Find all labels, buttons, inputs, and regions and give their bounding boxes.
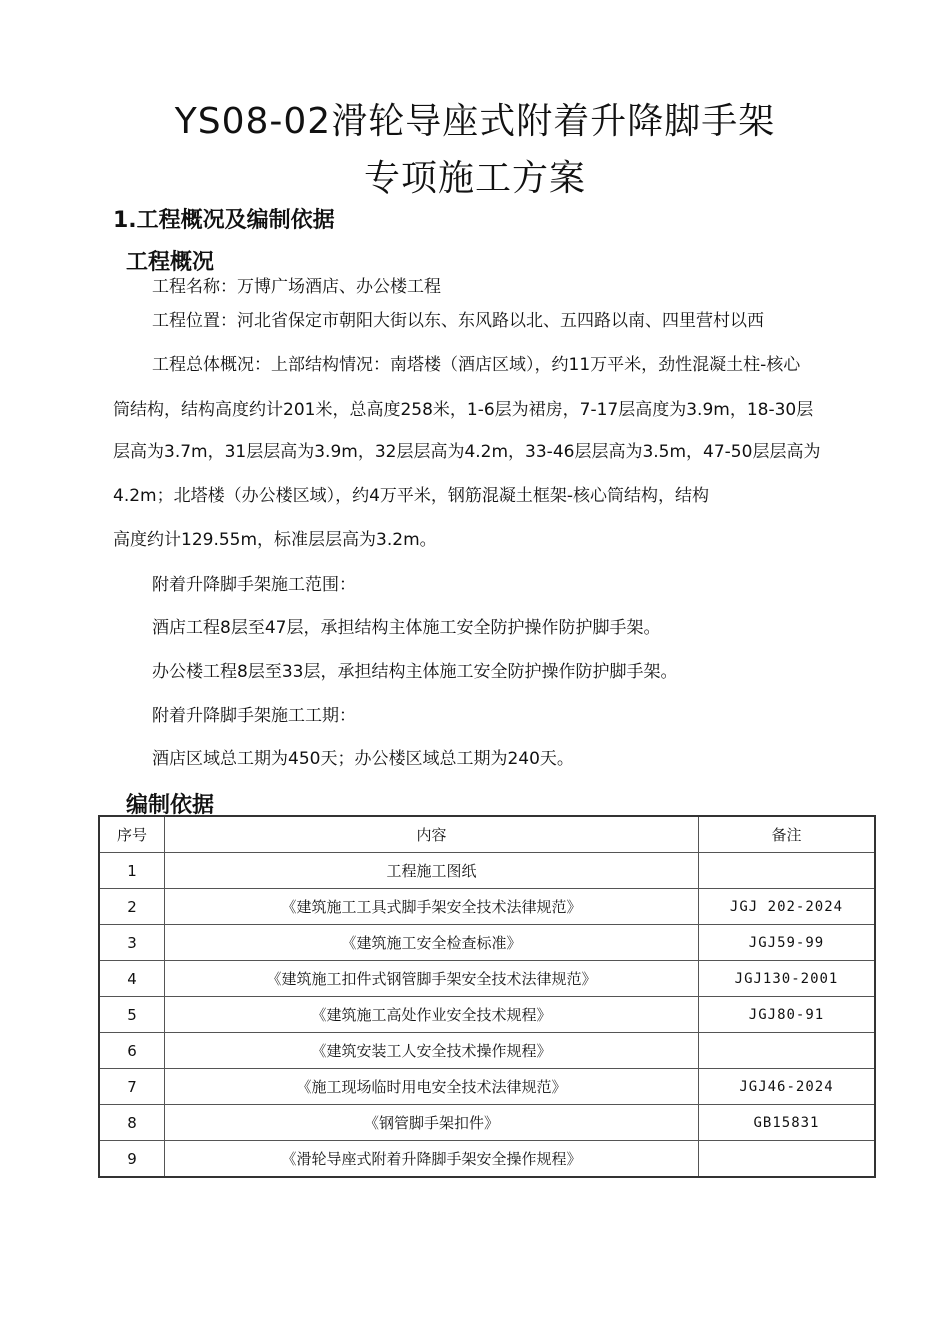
row-index: 4: [99, 961, 165, 997]
period-title: 附着升降脚手架施工工期：: [152, 706, 356, 726]
subheading-overview: 工程概况: [126, 250, 215, 275]
scope-title: 附着升降脚手架施工范围：: [152, 575, 356, 595]
section-heading: 1.工程概况及编制依据: [113, 208, 335, 233]
row-remark: JGJ 202-2024: [699, 889, 876, 925]
row-content: 《建筑施工高处作业安全技术规程》: [165, 997, 699, 1033]
row-content: 《建筑施工扣件式钢管脚手架安全技术法律规范》: [165, 961, 699, 997]
overview-line-1: 工程总体概况：上部结构情况：南塔楼（酒店区域），约11万平米，劲性混凝土柱-核心: [152, 355, 801, 375]
table-header-row: [99, 816, 875, 853]
row-index: 7: [99, 1069, 165, 1105]
basis-table: [98, 815, 876, 1178]
row-remark: [699, 1141, 876, 1178]
overview-line-3: 层高为3.7m，31层层高为3.9m，32层层高为4.2m，33-46层层高为3.5m，47-50层层高为: [113, 442, 821, 462]
row-index: 8: [99, 1105, 165, 1141]
header-index: 序号: [99, 816, 165, 853]
row-index: 6: [99, 1033, 165, 1069]
scope-hotel: 酒店工程8层至47层，承担结构主体施工安全防护操作防护脚手架。: [152, 618, 661, 638]
row-content: 工程施工图纸: [165, 853, 699, 889]
row-content: 《滑轮导座式附着升降脚手架安全操作规程》: [165, 1141, 699, 1178]
overview-line-4: 4.2m；北塔楼（办公楼区域），约4万平米，钢筋混凝土框架-核心筒结构，结构: [113, 486, 710, 506]
overview-line-5: 高度约计129.55m，标准层层高为3.2m。: [113, 530, 437, 550]
table-row: [99, 997, 875, 1033]
table-row: [99, 1069, 875, 1105]
row-index: 9: [99, 1141, 165, 1178]
row-content: 《钢管脚手架扣件》: [165, 1105, 699, 1141]
table-row: [99, 961, 875, 997]
row-remark: [699, 853, 876, 889]
row-remark: JGJ59-99: [699, 925, 876, 961]
overview-line-2: 筒结构，结构高度约计201米，总高度258米，1-6层为裙房，7-17层高度为3.9m，18-30层: [113, 400, 814, 420]
row-index: 5: [99, 997, 165, 1033]
row-index: 1: [99, 853, 165, 889]
doc-title-line2: 专项施工方案: [363, 158, 586, 199]
row-remark: GB15831: [699, 1105, 876, 1141]
row-content: 《建筑施工安全检查标准》: [165, 925, 699, 961]
table-row: [99, 889, 875, 925]
table-row: [99, 1141, 875, 1178]
row-content: 《建筑安装工人安全技术操作规程》: [165, 1033, 699, 1069]
row-remark: [699, 1033, 876, 1069]
table-row: [99, 1105, 875, 1141]
row-content: 《施工现场临时用电安全技术法律规范》: [165, 1069, 699, 1105]
row-content: 《建筑施工工具式脚手架安全技术法律规范》: [165, 889, 699, 925]
row-index: 3: [99, 925, 165, 961]
project-location: 工程位置：河北省保定市朝阳大街以东、东风路以北、五四路以南、四里营村以西: [152, 311, 764, 331]
subheading-basis: 编制依据: [126, 793, 215, 818]
header-remark: 备注: [699, 816, 876, 853]
table-row: [99, 1033, 875, 1069]
scope-office: 办公楼工程8层至33层，承担结构主体施工安全防护操作防护脚手架。: [152, 662, 678, 682]
row-remark: JGJ80-91: [699, 997, 876, 1033]
row-remark: JGJ46-2024: [699, 1069, 876, 1105]
doc-title-line1: YS08-02滑轮导座式附着升降脚手架: [174, 101, 776, 142]
period-text: 酒店区域总工期为450天；办公楼区域总工期为240天。: [152, 749, 574, 769]
table-row: [99, 853, 875, 889]
header-content: 内容: [165, 816, 699, 853]
table-row: [99, 925, 875, 961]
project-name: 工程名称：万博广场酒店、办公楼工程: [152, 277, 441, 297]
row-index: 2: [99, 889, 165, 925]
row-remark: JGJ130-2001: [699, 961, 876, 997]
